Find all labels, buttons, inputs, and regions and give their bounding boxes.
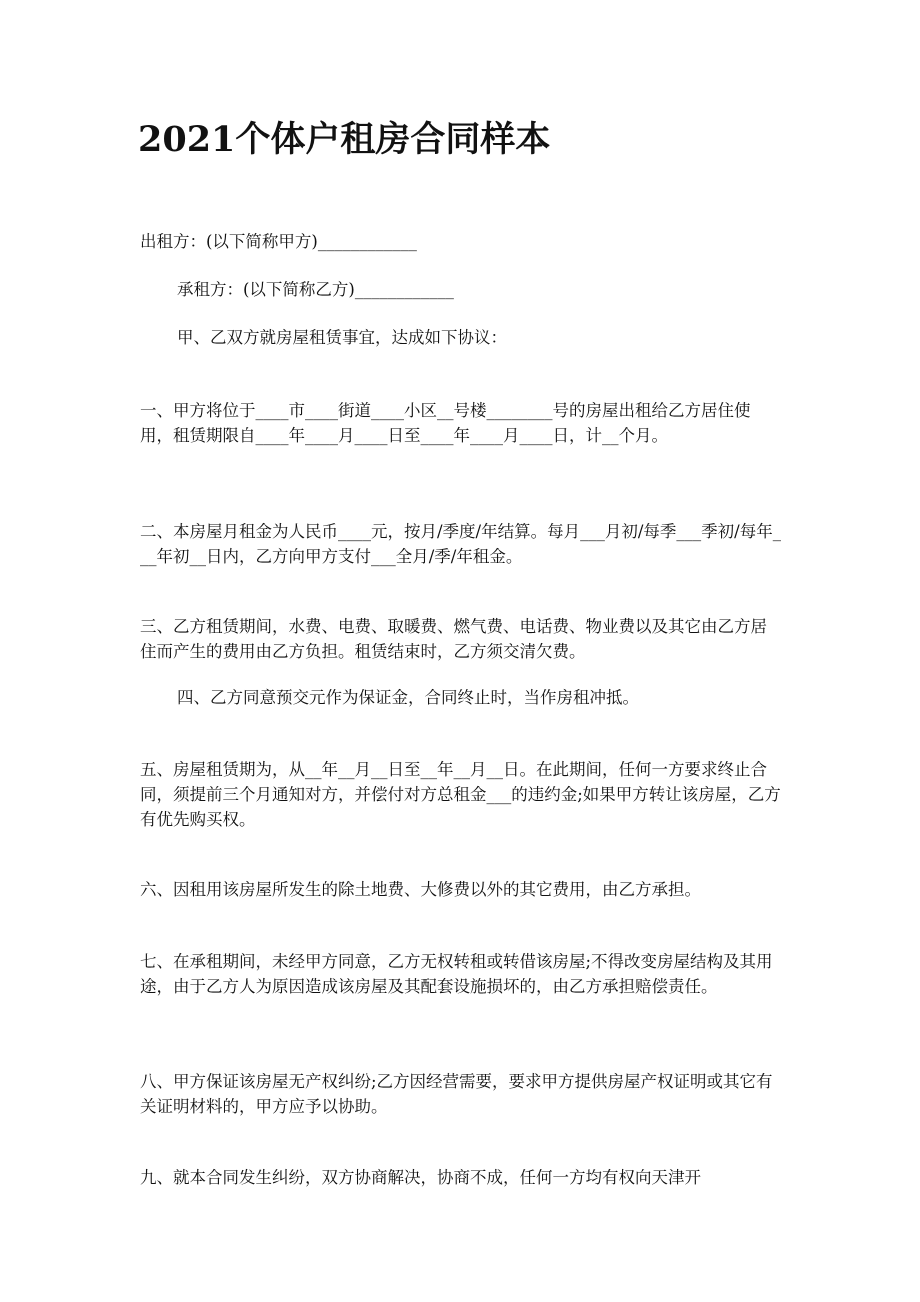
clause-4: 四、乙方同意预交元作为保证金，合同终止时，当作房租冲抵。 bbox=[177, 688, 639, 707]
party-b-line: 承租方：(以下简称乙方)____________ bbox=[177, 280, 454, 299]
document-title: 2021个体户租房合同样本 bbox=[138, 119, 551, 160]
clause-7: 七、在承租期间，未经甲方同意，乙方无权转租或转借该房屋;不得改变房屋结构及其用途，由于乙方人为原因造成该房屋及其配套设施损坏的，由乙方承担赔偿责任。 bbox=[140, 952, 773, 996]
clause-8: 八、甲方保证该房屋无产权纠纷;乙方因经营需要，要求甲方提供房屋产权证明或其它有关证明材料的，甲方应予以协助。 bbox=[140, 1072, 773, 1116]
clause-9: 九、就本合同发生纠纷，双方协商解决，协商不成，任何一方均有权向天津开 bbox=[140, 1168, 701, 1187]
clause-2: 二、本房屋月租金为人民币____元，按月/季度/年结算。每月___月初/每季___季初/每年___年初__日内，乙方向甲方支付___全月/季/年租金。 bbox=[140, 522, 781, 566]
clause-1: 一、甲方将位于____市____街道____小区__号楼________号的房屋出租给乙方居住使用，租赁期限自____年____月____日至____年____月____日，计__个月。 bbox=[140, 401, 751, 445]
party-a-line: 出租方：(以下简称甲方)____________ bbox=[140, 232, 417, 251]
clause-5: 五、房屋租赁期为，从__年__月__日至__年__月__日。在此期间，任何一方要求终止合同，须提前三个月通知对方，并偿付对方总租金___的违约金;如果甲方转让该房屋，乙方有优先购买权。 bbox=[140, 760, 781, 829]
intro-line: 甲、乙双方就房屋租赁事宜，达成如下协议： bbox=[177, 328, 507, 347]
clause-3: 三、乙方租赁期间，水费、电费、取暖费、燃气费、电话费、物业费以及其它由乙方居住而产生的费用由乙方负担。租赁结束时，乙方须交清欠费。 bbox=[140, 617, 767, 661]
clause-6: 六、因租用该房屋所发生的除土地费、大修费以外的其它费用，由乙方承担。 bbox=[140, 880, 701, 899]
